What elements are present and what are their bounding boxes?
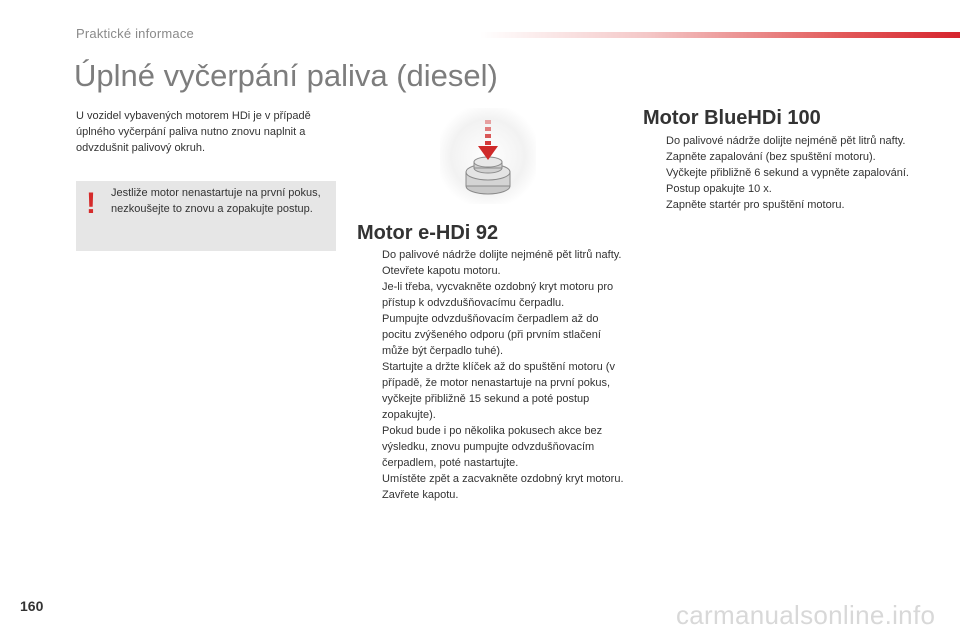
intro-paragraph: U vozidel vybavených motorem HDi je v případě úplného vyčerpání paliva nutno znovu naplnit a odvzdušnit palivový okruh. [76,110,311,154]
step-text: Zavřete kapotu. [382,489,459,501]
step-text: Vyčkejte přibližně 6 sekund a vypněte zapalování. [666,167,909,179]
step-item [643,181,913,197]
step-text: Do palivové nádrže dolijte nejméně pět litrů nafty. [666,135,906,147]
warning-text: Jestliže motor nenastartuje na první pokus, nezkoušejte to znovu a zopakujte postup. [111,187,321,215]
step-item [359,279,624,311]
steps-list-bluehdi [643,133,913,213]
page-number: 160 [20,598,44,614]
page-title: Úplné vyčerpání paliva (diesel) [74,58,498,93]
heading-motor-ehdi: Motor e-HDi 92 [357,222,499,244]
fuel-priming-pump-icon [440,108,536,204]
step-item [643,165,913,181]
warning-box [76,181,336,251]
step-item [359,263,624,279]
heading-motor-bluehdi: Motor BlueHDi 100 [643,107,821,129]
warning-icon: ! [86,187,96,220]
step-text: Startujte a držte klíček až do spuštění motoru (v případě, že motor nenastartuje na první pokus, vyčkejte přibližně 15 sekund a poté postup zopakujte). [382,361,615,421]
step-text: Pokud bude i po několika pokusech akce bez výsledku, znovu pumpujte odvzdušňovacím čerpadlem, poté nastartujte. [382,425,603,469]
steps-list-ehdi [359,247,624,503]
step-item [359,311,624,359]
watermark: carmanualsonline.info [676,600,936,630]
step-text: Otevřete kapotu motoru. [382,265,501,277]
step-text: Do palivové nádrže dolijte nejméně pět litrů nafty. [382,249,622,261]
step-item [359,487,624,503]
step-text: Zapněte zapalování (bez spuštění motoru). [666,151,876,163]
step-item [359,247,624,263]
header-stripe [480,32,960,38]
step-text: Je-li třeba, vycvakněte ozdobný kryt motoru pro přístup k odvzdušňovacímu čerpadlu. [382,281,614,309]
step-item [359,423,624,471]
step-text: Umístěte zpět a zacvakněte ozdobný kryt motoru. [382,473,624,485]
step-text: Pumpujte odvzdušňovacím čerpadlem až do pocitu zvýšeného odporu (při prvním stlačení může být čerpadlo tuhé). [382,313,601,357]
section-title: Praktické informace [76,26,194,41]
step-text: Zapněte startér pro spuštění motoru. [666,199,845,211]
step-item [643,197,913,213]
step-text: Postup opakujte 10 x. [666,183,772,195]
step-item [643,149,913,165]
step-item [643,133,913,149]
step-item [359,359,624,423]
step-item [359,471,624,487]
